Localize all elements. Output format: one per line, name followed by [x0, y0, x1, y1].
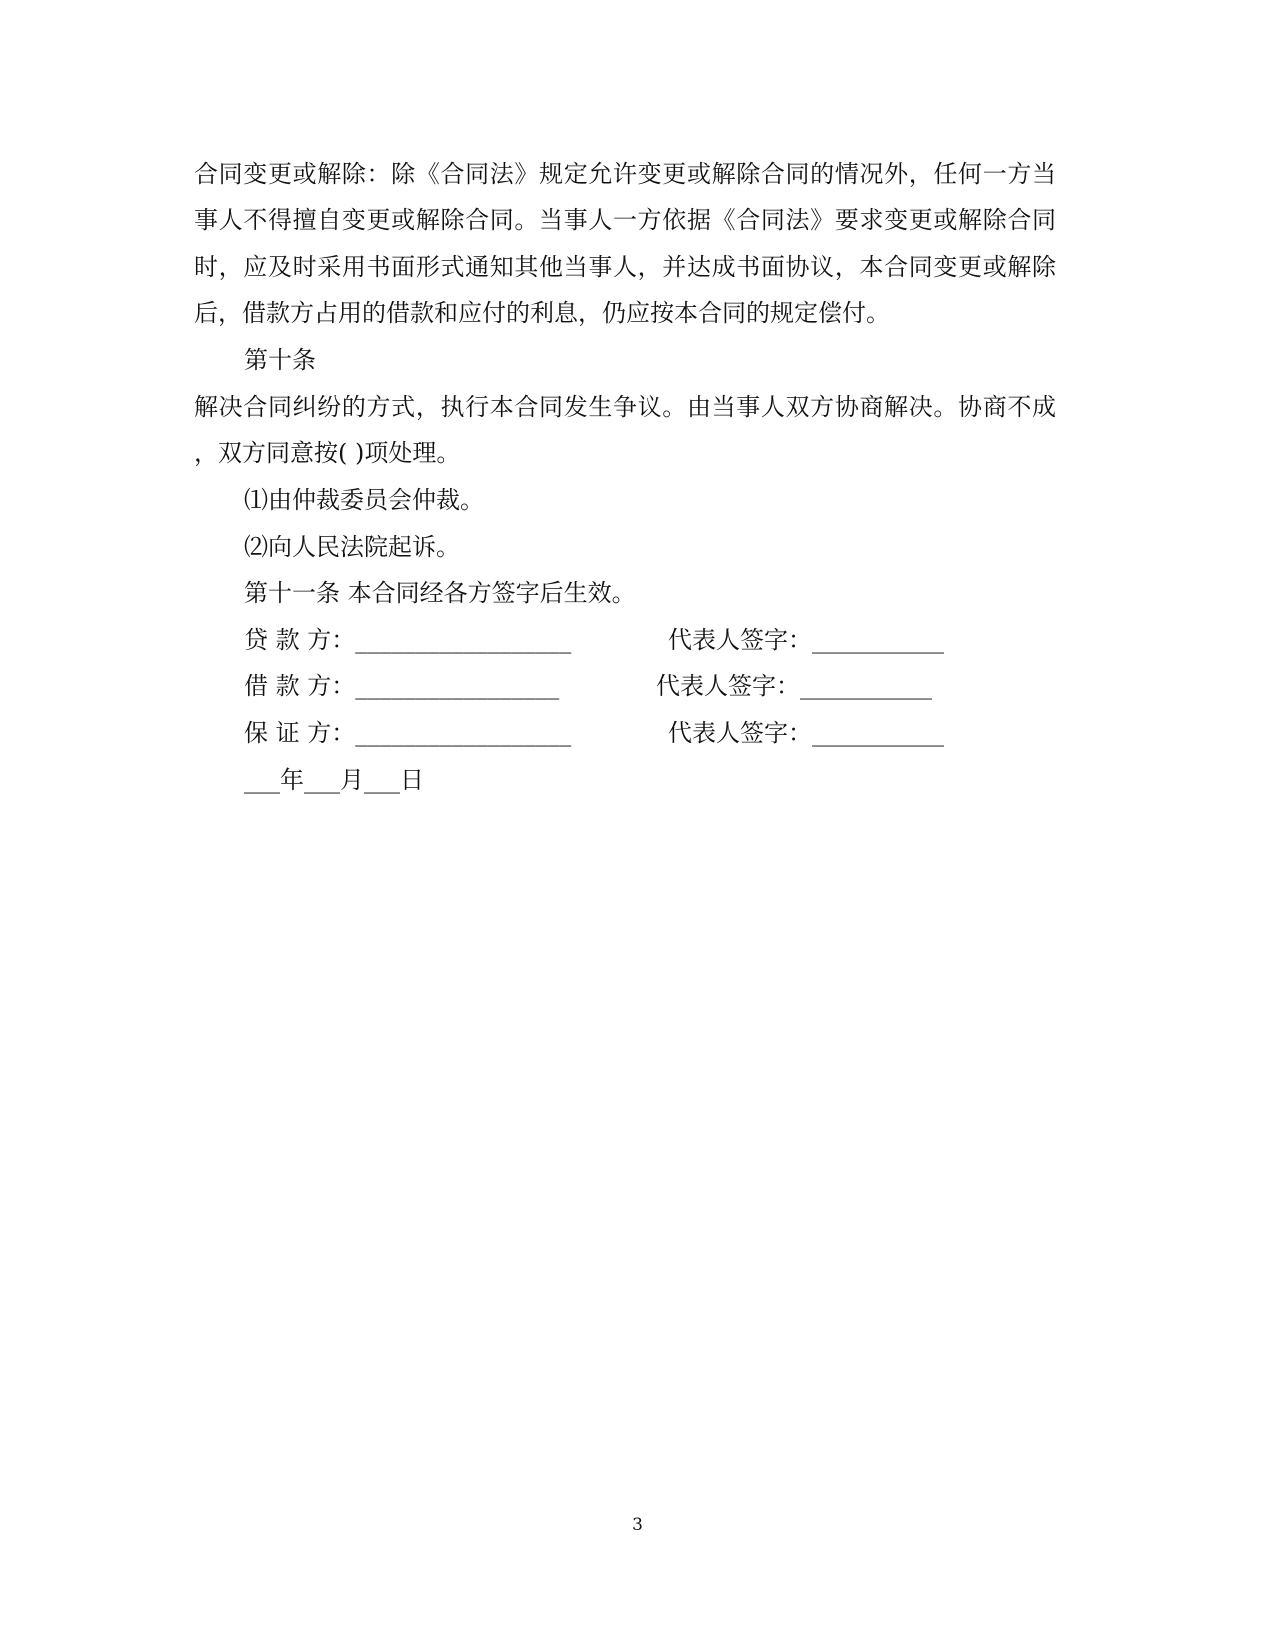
- lender-representative-line: 代表人签字：___________: [668, 626, 944, 654]
- paragraph-line: 解决合同纠纷的方式，执行本合同发生争议。由当事人双方协商解决。协商不成: [194, 393, 1056, 421]
- page-number: 3: [632, 1515, 643, 1535]
- dispute-option-1: ⑴由仲裁委员会仲裁。: [244, 486, 484, 514]
- borrower-representative-line: 代表人签字：___________: [656, 672, 932, 700]
- guarantor-representative-line: 代表人签字：___________: [668, 719, 944, 747]
- lender-signature-line: 贷 款 方：__________________: [244, 626, 572, 654]
- paragraph-line: 时，应及时采用书面形式通知其他当事人，并达成书面协议，本合同变更或解除: [194, 253, 1056, 281]
- article-11: 第十一条 本合同经各方签字后生效。: [244, 579, 636, 607]
- guarantor-signature-line: 保 证 方：__________________: [244, 719, 572, 747]
- dispute-option-2: ⑵向人民法院起诉。: [244, 533, 460, 561]
- article-10-heading: 第十条: [244, 346, 316, 374]
- borrower-signature-line: 借 款 方：_________________: [244, 672, 560, 700]
- paragraph-line: 后，借款方占用的借款和应付的利息，仍应按本合同的规定偿付。: [194, 299, 890, 327]
- paragraph-line: 事人不得擅自变更或解除合同。当事人一方依据《合同法》要求变更或解除合同: [194, 206, 1056, 234]
- paragraph-line: 合同变更或解除：除《合同法》规定允许变更或解除合同的情况外，任何一方当: [194, 160, 1056, 188]
- date-line: ___年___月___日: [244, 766, 424, 794]
- paragraph-line: ，双方同意按( )项处理。: [194, 439, 461, 467]
